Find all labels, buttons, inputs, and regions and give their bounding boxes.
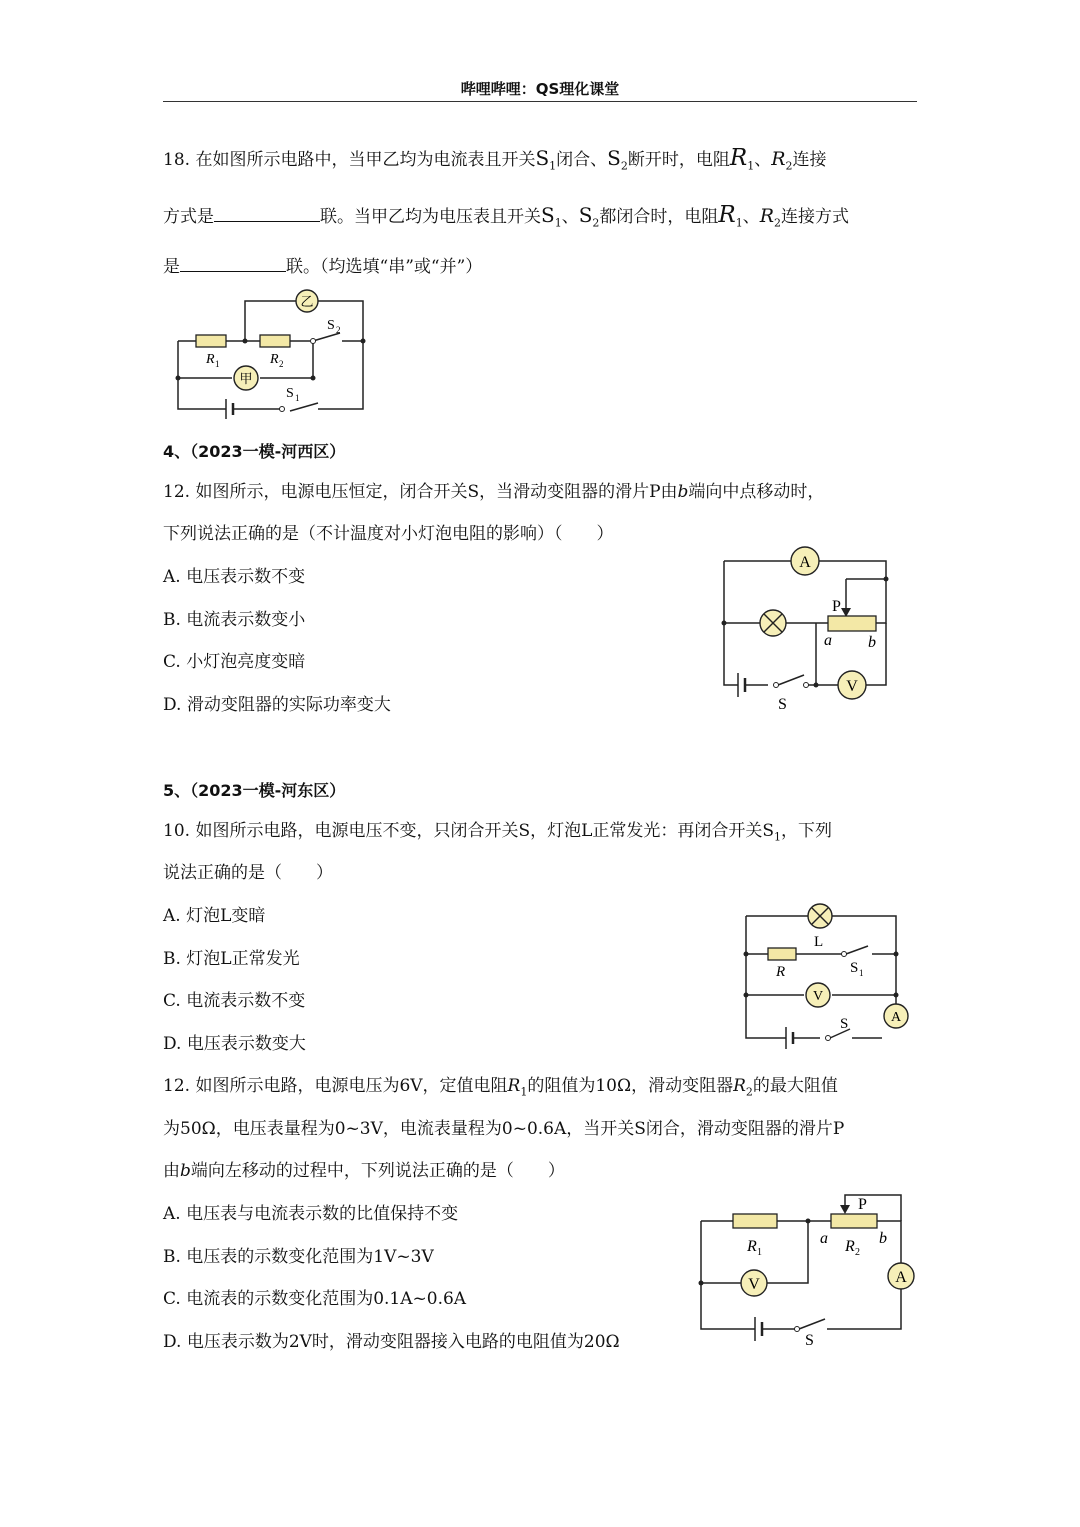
text: b: [677, 482, 689, 502]
text: 联。当甲乙均为电压表且开关: [320, 207, 541, 227]
q10-option-a[interactable]: A. 灯泡L变暗: [163, 906, 266, 926]
sub: 1: [774, 830, 782, 844]
symbol-s2: S: [578, 203, 593, 227]
r2-label: R: [270, 352, 279, 367]
text: 的阻值为10Ω，滑动变阻器: [527, 1076, 734, 1096]
text: 方式是: [163, 207, 214, 227]
ammeter-label: A: [895, 1269, 907, 1286]
sub: 1: [735, 216, 743, 230]
q12b-circuit-diagram: [695, 1187, 915, 1352]
symbol-s1: S: [535, 146, 550, 170]
meter-yi-label: 乙: [300, 294, 314, 309]
text: 联。（均选填“串”或“并”）: [286, 257, 483, 277]
q12b-option-a[interactable]: A. 电压表与电流表示数的比值保持不变: [163, 1204, 459, 1224]
q12a-option-b[interactable]: B. 电流表示数变小: [163, 610, 306, 630]
sub: 2: [336, 325, 341, 335]
sub: 1: [520, 1085, 528, 1099]
q12b-line-1: [163, 1074, 838, 1104]
sub: 1: [859, 968, 864, 978]
r1-label: R: [206, 352, 215, 367]
text: R: [733, 1076, 746, 1096]
symbol-r2: R: [759, 205, 775, 227]
switch-s-label: S: [778, 696, 787, 713]
r2-label: R: [845, 1238, 855, 1255]
q10-option-d[interactable]: D. 电压表示数变大: [163, 1034, 306, 1054]
text: b: [180, 1161, 191, 1181]
q18-circuit-diagram: [170, 285, 370, 415]
q10-option-c[interactable]: C. 电流表示数不变: [163, 991, 306, 1011]
text: 10. 如图所示电路，电源电压不变，只闭合开关S，灯泡L正常发光：再闭合开关S: [163, 821, 775, 841]
text: 连接方式: [781, 207, 850, 227]
voltmeter-label: V: [846, 678, 858, 695]
text: 、: [754, 150, 772, 170]
q12a-option-c[interactable]: C. 小灯泡亮度变暗: [163, 652, 306, 672]
sub: 2: [745, 1085, 753, 1099]
symbol-r1: R: [729, 145, 748, 171]
text: R: [507, 1076, 521, 1096]
voltmeter-label: V: [748, 1276, 760, 1293]
q12a-option-d[interactable]: D. 滑动变阻器的实际功率变大: [163, 695, 391, 715]
sub: 2: [620, 159, 628, 173]
text: 12. 如图所示，电源电压恒定，闭合开关S，当滑动变阻器的滑片P由: [163, 482, 678, 502]
section-5-title: 5、（2023一模-河东区）: [163, 781, 346, 800]
end-a-label: a: [824, 632, 832, 649]
text: 12. 如图所示电路，电源电压为6V，定值电阻: [163, 1076, 508, 1096]
sub: 2: [279, 359, 284, 369]
q12a-circuit-diagram: [718, 545, 898, 715]
q10-line-2: 说法正确的是（ ）: [163, 863, 333, 883]
answer-blank-1[interactable]: [214, 203, 320, 222]
meter-jia-label: 甲: [239, 371, 253, 386]
q12b-line-2: 为50Ω，电压表量程为0~3V，电流表量程为0~0.6A，当开关S闭合，滑动变阻器的滑片P: [163, 1119, 845, 1139]
text: 都闭合时，电阻: [599, 207, 719, 227]
sub: 2: [592, 216, 600, 230]
end-b-label: b: [879, 1230, 887, 1247]
q12a-line-2: 下列说法正确的是（不计温度对小灯泡电阻的影响）（ ）: [163, 524, 614, 544]
q10-option-b[interactable]: B. 灯泡L正常发光: [163, 949, 300, 969]
sub: 2: [774, 216, 782, 230]
sub: 1: [747, 159, 755, 173]
resistor-r-label: R: [776, 964, 786, 980]
text: 、: [561, 207, 579, 227]
q18-line-1: [163, 146, 827, 178]
text: 闭合、: [556, 150, 608, 170]
q12a-option-a[interactable]: A. 电压表示数不变: [163, 567, 306, 587]
symbol-s2: S: [607, 146, 621, 170]
sub: 1: [295, 393, 300, 403]
lamp-l-label: L: [814, 934, 824, 950]
q18-line-3: [163, 253, 482, 279]
s2-label: S: [327, 318, 335, 333]
text: 端向左移动的过程中，下列说法正确的是（ ）: [190, 1161, 565, 1181]
sub: 2: [785, 159, 793, 173]
sub: 1: [757, 1247, 762, 1258]
q12a-line-1: [163, 480, 824, 504]
slider-p-label: P: [858, 1196, 867, 1213]
answer-blank-2[interactable]: [180, 253, 286, 272]
q12b-option-b[interactable]: B. 电压表的示数变化范围为1V~3V: [163, 1247, 434, 1267]
text: ，下列: [781, 821, 833, 841]
text: 的最大阻值: [752, 1076, 838, 1096]
text: 断开时，电阻: [627, 150, 730, 170]
switch-s-label: S: [805, 1332, 814, 1349]
text: 由: [163, 1161, 180, 1181]
text: 、: [742, 207, 760, 227]
end-b-label: b: [868, 634, 876, 651]
q18-line-2: [163, 203, 849, 235]
text: 是: [163, 257, 180, 277]
symbol-r1: R: [718, 202, 736, 228]
r1-label: R: [747, 1238, 757, 1255]
sub: 2: [855, 1247, 860, 1258]
q10-line-1: [163, 819, 832, 849]
q12b-option-c[interactable]: C. 电流表的示数变化范围为0.1A~0.6A: [163, 1289, 467, 1309]
sub: 1: [215, 359, 220, 369]
symbol-r2: R: [771, 148, 786, 170]
symbol-s1: S: [541, 203, 555, 227]
switch-s-label: S: [840, 1016, 849, 1032]
text: 端向中点移动时，: [688, 482, 825, 502]
sub: 1: [554, 216, 562, 230]
slider-p-label: P: [832, 598, 841, 615]
q12b-line-3: [163, 1159, 565, 1183]
ammeter-label: A: [799, 554, 811, 571]
ammeter-label: A: [890, 1010, 902, 1025]
header-divider: [163, 101, 917, 102]
page-header: 哔哩哔哩：QS理化课堂: [460, 80, 620, 98]
text: 18. 在如图所示电路中，当甲乙均为电流表且开关: [163, 150, 536, 170]
q12b-option-d[interactable]: D. 电压表示数为2V时，滑动变阻器接入电路的电阻值为20Ω: [163, 1332, 620, 1352]
s1-label: S: [286, 386, 294, 401]
sub: 1: [549, 159, 557, 173]
q10-circuit-diagram: [740, 902, 915, 1057]
switch-s1-label: S: [850, 960, 859, 976]
section-4-title: 4、（2023一模-河西区）: [163, 442, 346, 461]
end-a-label: a: [820, 1230, 828, 1247]
text: 连接: [792, 150, 827, 170]
voltmeter-label: V: [812, 989, 824, 1004]
